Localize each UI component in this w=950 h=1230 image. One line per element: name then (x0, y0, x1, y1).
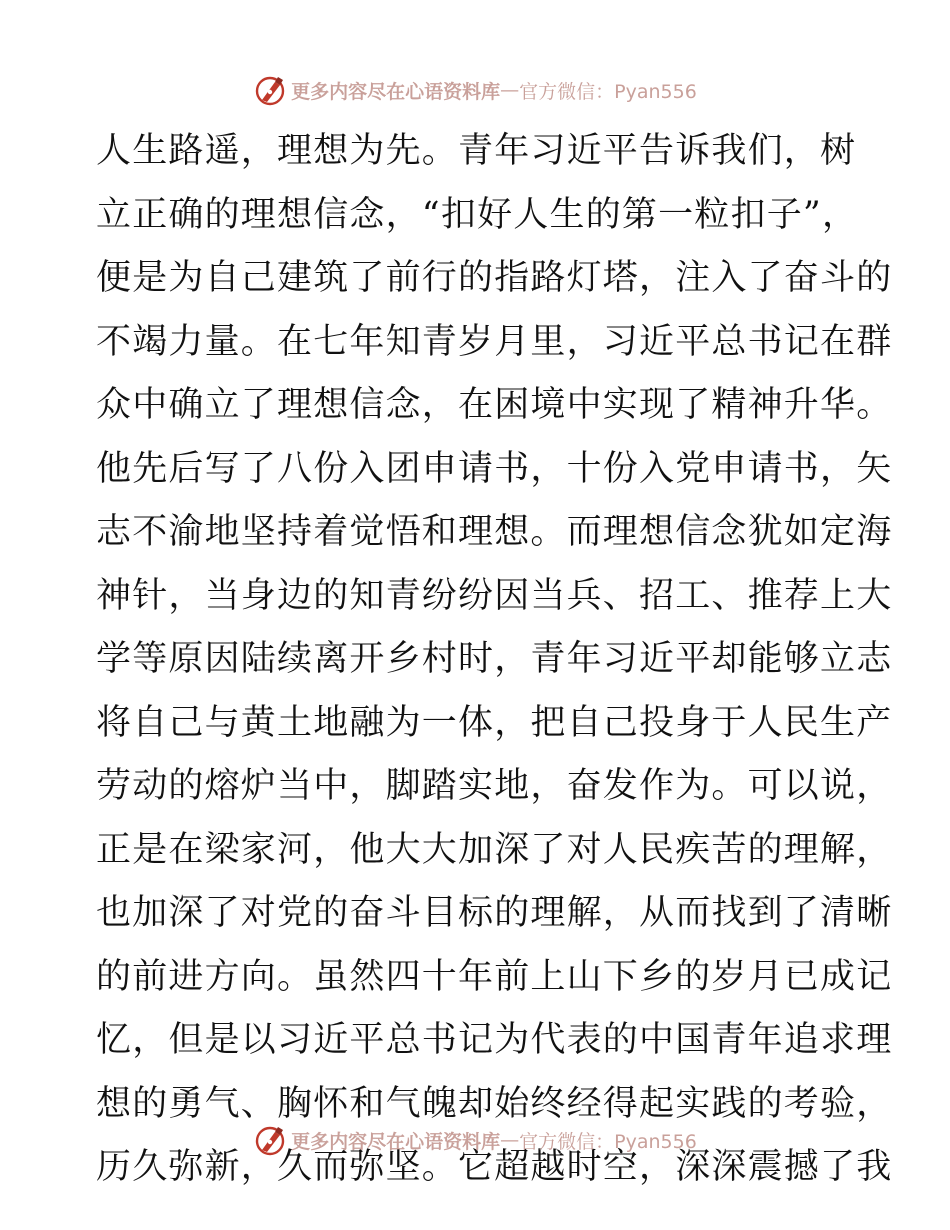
body-line: 忆，但是以习近平总书记为代表的中国青年追求理 (96, 1020, 893, 1060)
body-line: 他先后写了八份入团申请书，十份入党申请书，矢 (96, 448, 893, 489)
banner-separator: — (500, 1129, 520, 1151)
document-body (96, 120, 893, 1200)
banner-contact: 官方微信：Pyan556 (519, 1130, 697, 1153)
body-line: 众中确立了理想信念，在困境中实现了精神升华。 (96, 385, 893, 425)
pen-circle-logo-icon (253, 1123, 287, 1157)
body-line: 正是在梁家河，他大大加深了对人民疾苦的理解， (96, 829, 893, 870)
pen-circle-logo-icon (253, 73, 287, 107)
body-line: 将自己与黄土地融为一体，把自己投身于人民生产 (96, 702, 893, 743)
banner-separator: — (500, 79, 520, 101)
body-line: 也加深了对党的奋斗目标的理解，从而找到了清晰 (96, 893, 893, 933)
body-line: 学等原因陆续离开乡村时，青年习近平却能够立志 (96, 639, 893, 679)
body-line: 人生路遥，理想为先。青年习近平告诉我们，树 (96, 131, 857, 171)
body-line: 便是为自己建筑了前行的指路灯塔，注入了奋斗的 (96, 258, 893, 298)
body-line: 的前进方向。虽然四十年前上山下乡的岁月已成记 (96, 956, 893, 997)
body-line: 劳动的熔炉当中，脚踏实地，奋发作为。可以说， (96, 766, 893, 806)
banner-text: 更多内容尽在心语资料库 (291, 80, 501, 103)
footer-banner (0, 1120, 950, 1160)
body-line: 想的勇气、胸怀和气魄却始终经得起实践的考验， (96, 1083, 893, 1124)
body-line: 神针，当身边的知青纷纷因当兵、招工、推荐上大 (96, 575, 893, 616)
body-line: 志不渝地坚持着觉悟和理想。而理想信念犹如定海 (96, 512, 893, 552)
body-line: 立正确的理想信念，“扣好人生的第一粒扣子”， (96, 194, 859, 235)
header-banner (0, 70, 950, 110)
banner-contact: 官方微信：Pyan556 (519, 80, 697, 103)
banner-text: 更多内容尽在心语资料库 (291, 1130, 501, 1153)
body-line: 历久弥新，久而弥坚。它超越时空，深深震撼了我 (96, 1147, 893, 1187)
body-line: 不竭力量。在七年知青岁月里，习近平总书记在群 (96, 321, 893, 362)
